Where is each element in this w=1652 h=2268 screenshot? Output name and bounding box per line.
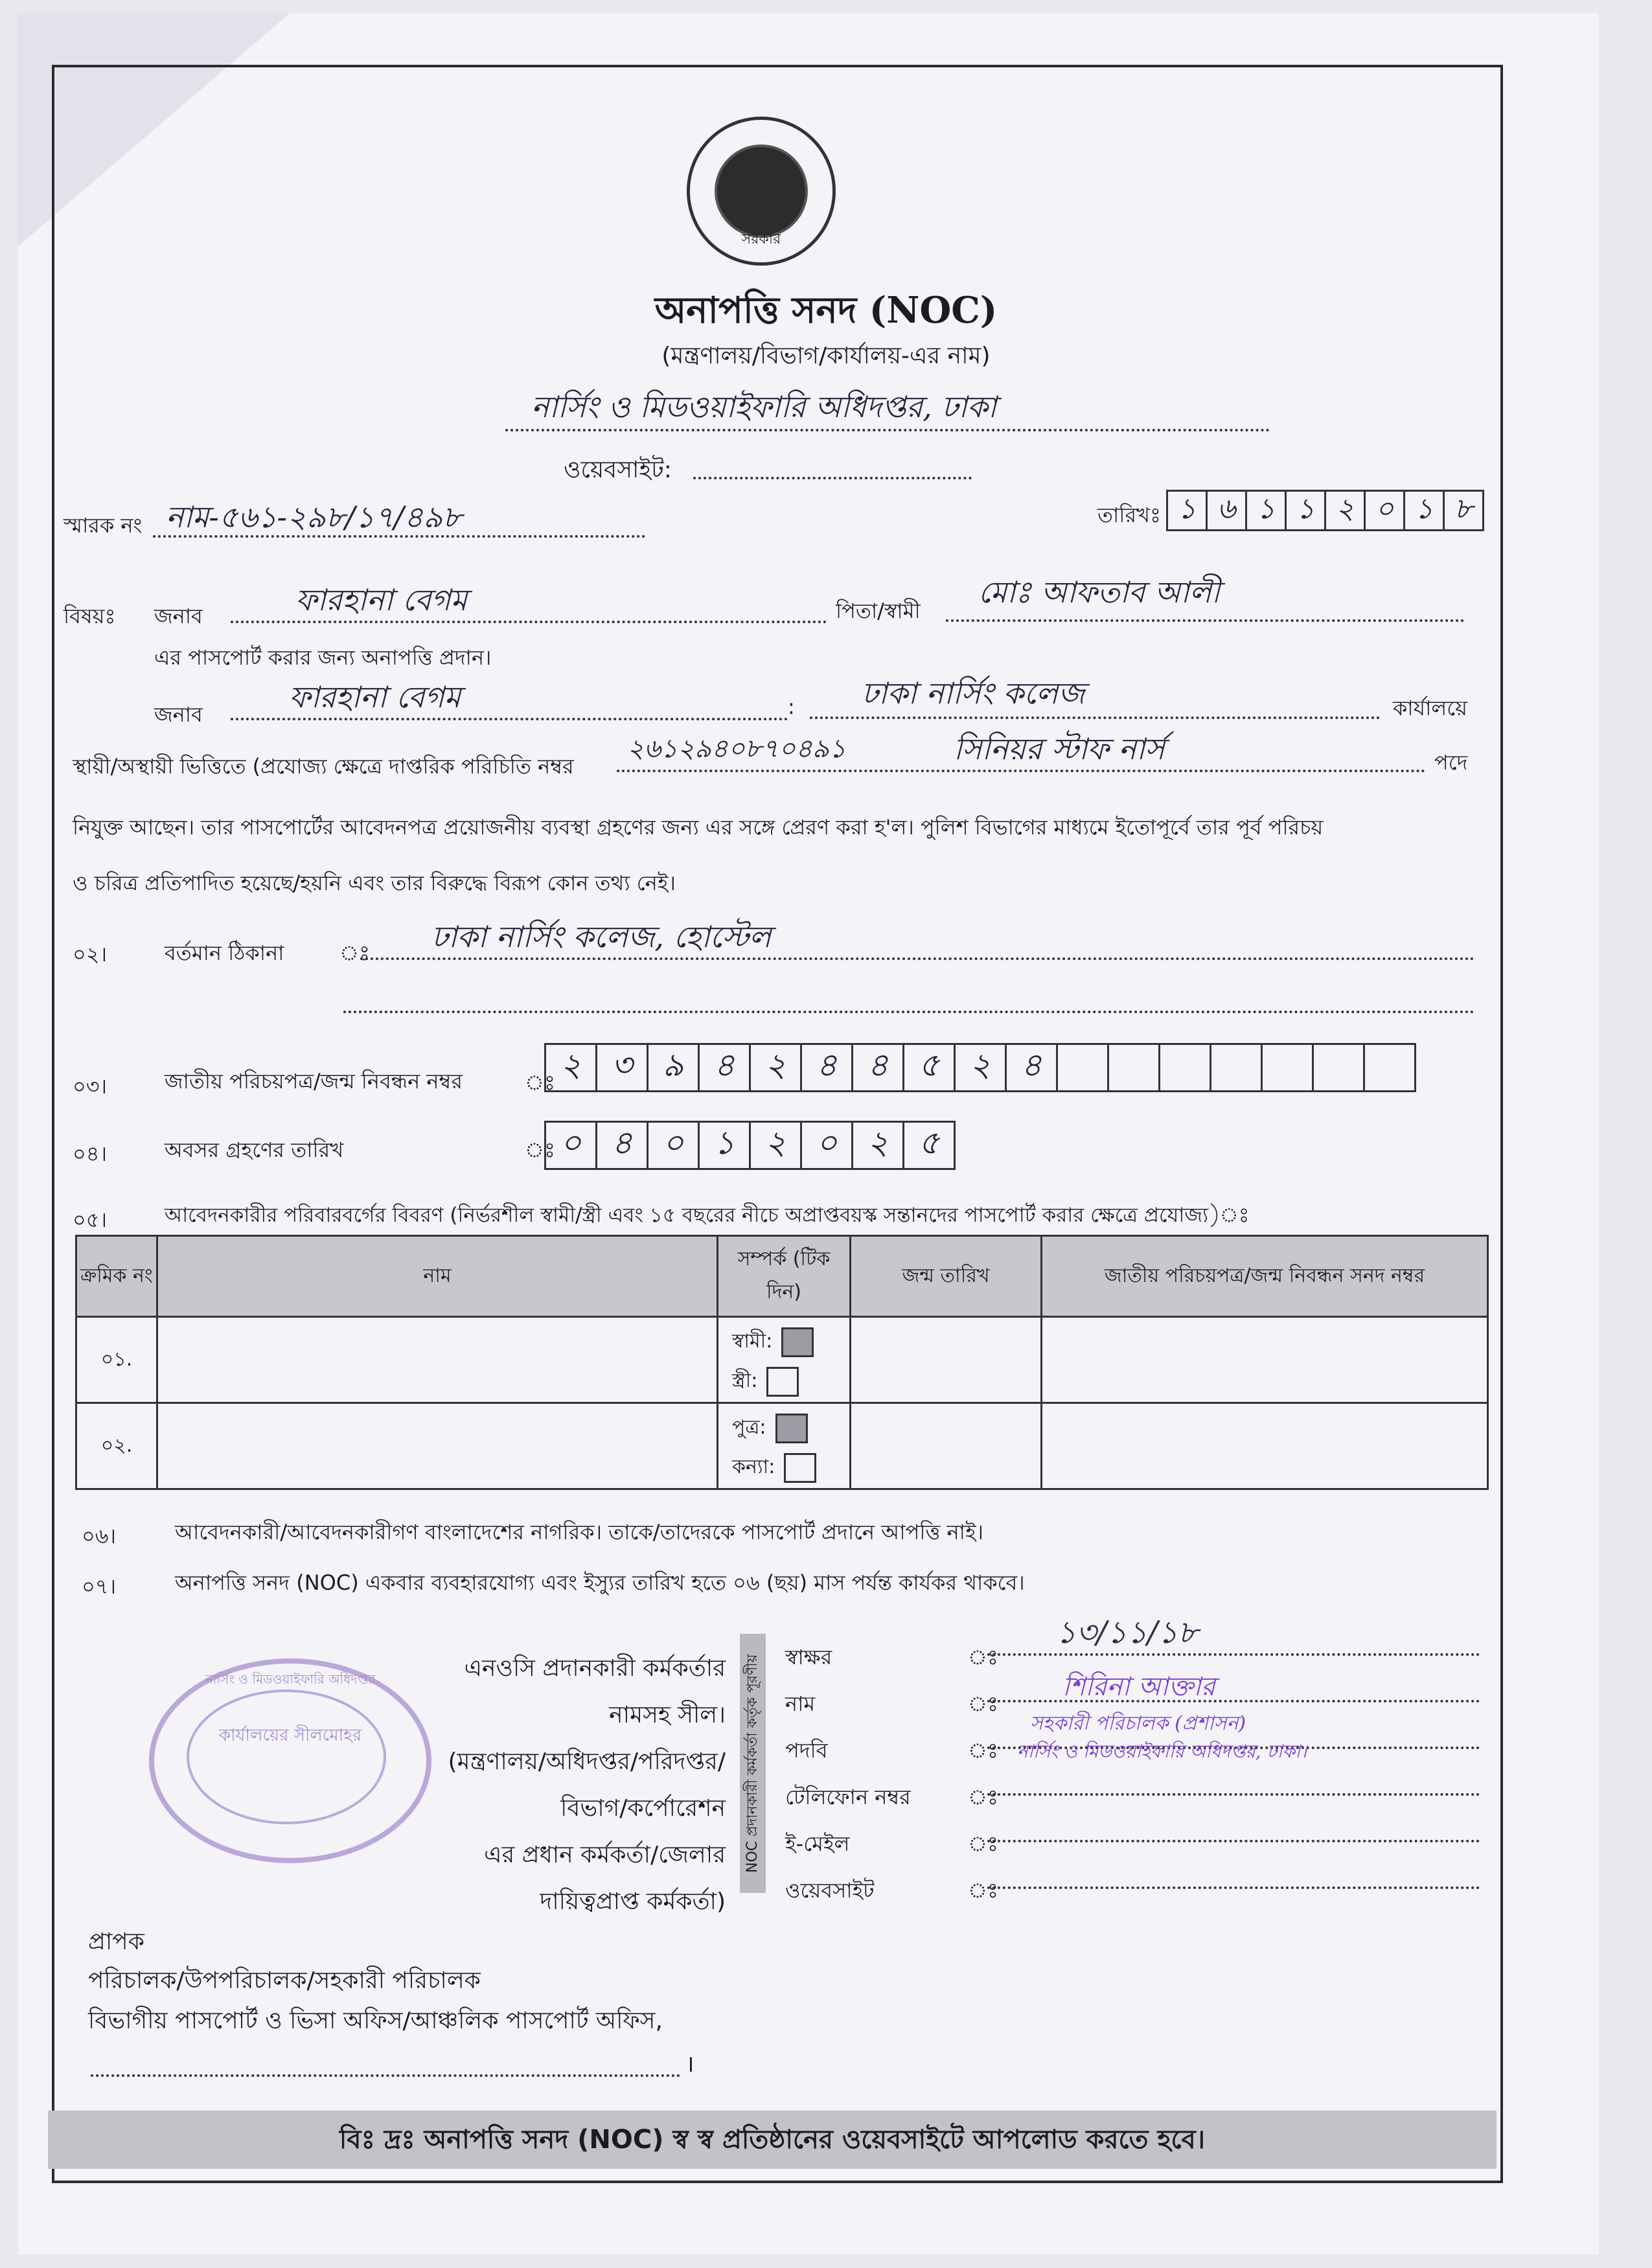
subject-name-line <box>231 583 827 623</box>
father-name: মোঃ আফতাব আলী <box>978 575 1221 610</box>
family-table <box>75 1235 1489 1490</box>
body-colon: : <box>788 694 795 719</box>
stamp-ring-text: নার্সিং ও মিডওয়াইফারি অধিদপ্তর <box>205 1671 376 1687</box>
subject-line2: এর পাসপোর্ট করার জন্য অনাপত্তি প্রদান। <box>154 645 492 670</box>
row-name-cell <box>157 1317 718 1403</box>
digit-box: ১ <box>1403 490 1445 531</box>
col-nid: জাতীয় পরিচয়পত্র/জন্ম নিবন্ধন সনদ নম্বর <box>1042 1236 1488 1317</box>
note-07-text: অনাপত্তি সনদ (NOC) একবার ব্যবহারযোগ্য এবং ইস্যুর তারিখ হতে ০৬ (ছয়) মাস পর্যন্ত কার্যকর থাকবে। <box>175 1570 1025 1595</box>
table-row <box>76 1317 1488 1403</box>
digit-box <box>1363 1043 1416 1092</box>
signatory-field-labels <box>785 1634 911 1914</box>
signatory-designation: সহকারী পরিচালক (প্রশাসন) <box>1030 1712 1246 1735</box>
website-label: ওয়েবসাইট: <box>564 457 672 483</box>
date-label: তারিখঃ <box>1097 503 1162 527</box>
body-line-a: স্থায়ী/অস্থায়ী ভিত্তিতে (প্রযোজ্য ক্ষেত্রে দাপ্তরিক পরিচিতি নম্বর <box>73 754 574 779</box>
stamp-caption: কার্যালয়ের সীলমোহর <box>218 1726 362 1745</box>
digit-box: ১ <box>1285 490 1326 531</box>
id-designation-line <box>617 732 1425 772</box>
item-05-label: আবেদনকারীর পরিবারবর্গের বিবরণ (নির্ভরশীল স্বামী/স্ত্রী এবং ১৫ বছরের নীচে অপ্রাপ্তবয়স্ক সন্তানদের পাসপোর্ট করার ক্ষেত্রে প্রযোজ্য)ঃ <box>165 1204 1250 1227</box>
field-website-label: ওয়েবসাইট <box>785 1878 875 1903</box>
email-line <box>987 1814 1480 1842</box>
digit-box: ৪ <box>1005 1043 1058 1092</box>
digit-box: ২ <box>851 1121 904 1170</box>
noc-officer-vertical-label: NOC প্রদানকারী কর্মকর্তা কর্তৃক পূরণীয় <box>740 1634 766 1893</box>
digit-box <box>1261 1043 1314 1092</box>
row-relation-cell <box>718 1403 851 1489</box>
relation-son-label: পুত্র: <box>732 1416 766 1439</box>
digit-box: ২ <box>749 1121 802 1170</box>
digit-box <box>1107 1043 1160 1092</box>
row-relation-cell <box>718 1317 851 1403</box>
subject-name: ফারহানা বেগম <box>295 582 468 617</box>
form-title: অনাপত্তি সনদ (NOC) <box>654 289 998 332</box>
recipient-line-end: । <box>685 2051 694 2078</box>
issue-date-boxes <box>1166 490 1482 531</box>
signatory-description <box>0 1645 726 1925</box>
row-birth-date-cell <box>851 1317 1042 1403</box>
designation: সিনিয়র স্টাফ নার্স <box>954 731 1165 766</box>
body-line-c: ও চরিত্র প্রতিপাদিত হয়েছে/হয়নি এবং তার বিরুদ্ধে বিরূপ কোন তথ্য নেই। <box>73 871 676 895</box>
field-sep: ঃ <box>968 1878 999 1903</box>
emblem-map-icon <box>715 144 808 238</box>
row-name-cell <box>157 1403 718 1489</box>
daughter-checkbox[interactable] <box>784 1453 816 1483</box>
digit-box: ১ <box>1245 490 1287 531</box>
item-04-sep: ঃ <box>525 1138 556 1162</box>
item-02-sep: ঃ <box>339 941 371 965</box>
row-serial: ০২. <box>76 1403 157 1489</box>
row-nid-cell <box>1042 1317 1488 1403</box>
digit-box: ৫ <box>902 1121 956 1170</box>
item-04-number: ০৪। <box>73 1141 108 1166</box>
recipient-label: প্রাপক <box>88 1929 144 1955</box>
memo-line <box>153 499 645 538</box>
address-line-1 <box>360 920 1474 960</box>
digit-box: ১ <box>1166 490 1208 531</box>
name-line <box>987 1674 1480 1702</box>
digit-box: ০ <box>1364 490 1405 531</box>
digit-box: ৫ <box>902 1043 956 1092</box>
subject-label: বিষয়ঃ <box>63 604 116 628</box>
row-nid-cell <box>1042 1403 1488 1489</box>
item-03-label: জাতীয় পরিচয়পত্র/জন্ম নিবন্ধন নম্বর <box>165 1069 463 1094</box>
memo-number: নাম-৫৬১-২৯৮/১৭/৪৯৮ <box>166 499 462 534</box>
current-address: ঢাকা নার্সিং কলেজ, হোস্টেল <box>431 919 772 954</box>
digit-box <box>1056 1043 1109 1092</box>
father-name-line <box>946 577 1464 622</box>
relation-wife-label: স্ত্রী: <box>732 1369 758 1392</box>
website-line <box>693 453 972 479</box>
note-06-number: ০৬। <box>82 1524 117 1548</box>
subject-janab: জনাব <box>154 604 203 628</box>
digit-box: ১ <box>698 1121 751 1170</box>
website-field-line <box>987 1861 1480 1889</box>
signatory-line: এর প্রধান কর্মকর্তা/জেলার <box>484 1842 726 1868</box>
table-row <box>76 1403 1488 1489</box>
item-02-label: বর্তমান ঠিকানা <box>165 941 284 965</box>
digit-box: ৪ <box>698 1043 751 1092</box>
digit-box: ২ <box>954 1043 1007 1092</box>
digit-box: ৪ <box>595 1121 648 1170</box>
office-line <box>810 676 1380 719</box>
digit-box <box>1158 1043 1211 1092</box>
recipient-line-1: পরিচালক/উপপরিচালক/সহকারী পরিচালক <box>88 1967 481 1994</box>
signatory-line: এনওসি প্রদানকারী কর্মকর্তার <box>464 1655 726 1682</box>
field-name-label: নাম <box>785 1691 816 1716</box>
digit-box: ০ <box>800 1121 853 1170</box>
digit-box: ৩ <box>595 1043 648 1092</box>
address-line-2 <box>343 985 1474 1013</box>
office-name: নার্সিং ও মিডওয়াইফারি অধিদপ্তর, ঢাকা <box>531 389 997 424</box>
field-sep: ঃ <box>968 1831 999 1856</box>
body-name-line <box>231 680 788 720</box>
field-phone-label: টেলিফোন নম্বর <box>785 1785 911 1809</box>
signatory-line: নামসহ সীল। <box>609 1702 726 1728</box>
digit-box: ৯ <box>647 1043 700 1092</box>
family-table-header <box>76 1236 1488 1317</box>
signature-date: ১৩/১১/১৮ <box>1056 1614 1199 1651</box>
col-birth-date: জন্ম তারিখ <box>851 1236 1042 1317</box>
husband-checkbox[interactable] <box>781 1327 814 1357</box>
digit-box: ৪ <box>851 1043 904 1092</box>
row-birth-date-cell <box>851 1403 1042 1489</box>
body-name: ফারহানা বেগম <box>289 680 461 715</box>
signatory-name: শিরিনা আক্তার <box>1062 1672 1215 1702</box>
phone-line <box>987 1767 1480 1796</box>
col-relation: সম্পর্ক (টিক দিন) <box>718 1236 851 1317</box>
signatory-line: বিভাগ/কর্পোরেশন <box>560 1795 726 1822</box>
field-sep: ঃ <box>968 1785 999 1809</box>
note-07-number: ০৭। <box>82 1574 117 1599</box>
digit-box: ০ <box>647 1121 700 1170</box>
father-label: পিতা/স্বামী <box>836 599 921 623</box>
digit-box: ০ <box>544 1121 597 1170</box>
form-subtitle: (মন্ত্রণালয়/বিভাগ/কার্যালয়-এর নাম) <box>661 343 991 369</box>
digit-box: ৮ <box>1443 490 1484 531</box>
digit-box <box>1210 1043 1263 1092</box>
field-signature-label: স্বাক্ষর <box>785 1645 832 1669</box>
wife-checkbox[interactable] <box>766 1367 799 1397</box>
office-id-number: ২৬১২৯৪০৮৭০৪৯১ <box>627 734 846 764</box>
digit-box: ২ <box>749 1043 802 1092</box>
signatory-line: দায়িত্বপ্রাপ্ত কর্মকর্তা) <box>540 1888 726 1915</box>
col-name: নাম <box>157 1236 718 1317</box>
footer-note: বিঃ দ্রঃ অনাপত্তি সনদ (NOC) স্ব স্ব প্রতিষ্ঠানের ওয়েবসাইটে আপলোড করতে হবে। <box>48 2111 1497 2169</box>
memo-label: স্মারক নং <box>63 513 143 538</box>
field-email-label: ই-মেইল <box>785 1831 850 1856</box>
item-05-number: ০৫। <box>73 1208 108 1232</box>
digit-box: ২ <box>544 1043 597 1092</box>
item-03-sep: ঃ <box>525 1070 556 1095</box>
recipient-line-2: বিভাগীয় পাসপোর্ট ও ভিসা অফিস/আঞ্চলিক পাসপোর্ট অফিস, <box>88 2008 663 2034</box>
item-02-number: ০২। <box>73 942 108 967</box>
note-06-text: আবেদনকারী/আবেদনকারীগণ বাংলাদেশের নাগরিক। তাকে/তাদেরকে পাসপোর্ট প্রদানে আপত্তি নাই। <box>175 1520 984 1544</box>
government-emblem <box>687 117 836 266</box>
nid-number-boxes <box>544 1043 1414 1092</box>
field-sep: ঃ <box>968 1738 999 1763</box>
son-checkbox[interactable] <box>775 1414 808 1443</box>
emblem-caption: সরকার <box>741 231 781 247</box>
col-serial: ক্রমিক নং <box>76 1236 157 1317</box>
signatory-office: নার্সিং ও মিডওয়াইফারি অধিদপ্তর, ঢাকা। <box>1017 1741 1307 1762</box>
office-name-line <box>505 389 1270 431</box>
retirement-date-boxes <box>544 1121 954 1170</box>
field-sep: ঃ <box>968 1645 999 1669</box>
body-janab: জনাব <box>154 702 203 727</box>
item-03-number: ০৩। <box>73 1074 108 1099</box>
digit-box: ২ <box>1324 490 1366 531</box>
row-serial: ০১. <box>76 1317 157 1403</box>
relation-husband-label: স্বামী: <box>732 1330 773 1353</box>
office-suffix: কার্যালয়ে <box>1393 696 1467 720</box>
body-line-b: নিযুক্ত আছেন। তার পাসপোর্টের আবেদনপত্র প্রয়োজনীয় ব্যবস্থা গ্রহণের জন্য এর সঙ্গে প্রেরণ করা হ'ল। পুলিশ বিভাগের মাধ্যমে ইতোপূর্বে তার পূর্ব পরিচয় <box>73 815 1324 840</box>
digit-box: ৪ <box>800 1043 853 1092</box>
designation-suffix: পদে <box>1434 750 1468 775</box>
field-sep: ঃ <box>968 1691 999 1716</box>
signatory-line: (মন্ত্রণালয়/অধিদপ্তর/পরিদপ্তর/ <box>448 1748 726 1775</box>
field-designation-label: পদবি <box>785 1738 828 1763</box>
relation-daughter-label: কন্যা: <box>732 1456 775 1478</box>
item-04-label: অবসর গ্রহণের তারিখ <box>165 1138 344 1162</box>
digit-box: ৬ <box>1206 490 1247 531</box>
recipient-line-3 <box>91 2051 680 2077</box>
body-office: ঢাকা নার্সিং কলেজ <box>862 676 1085 711</box>
digit-box <box>1312 1043 1365 1092</box>
